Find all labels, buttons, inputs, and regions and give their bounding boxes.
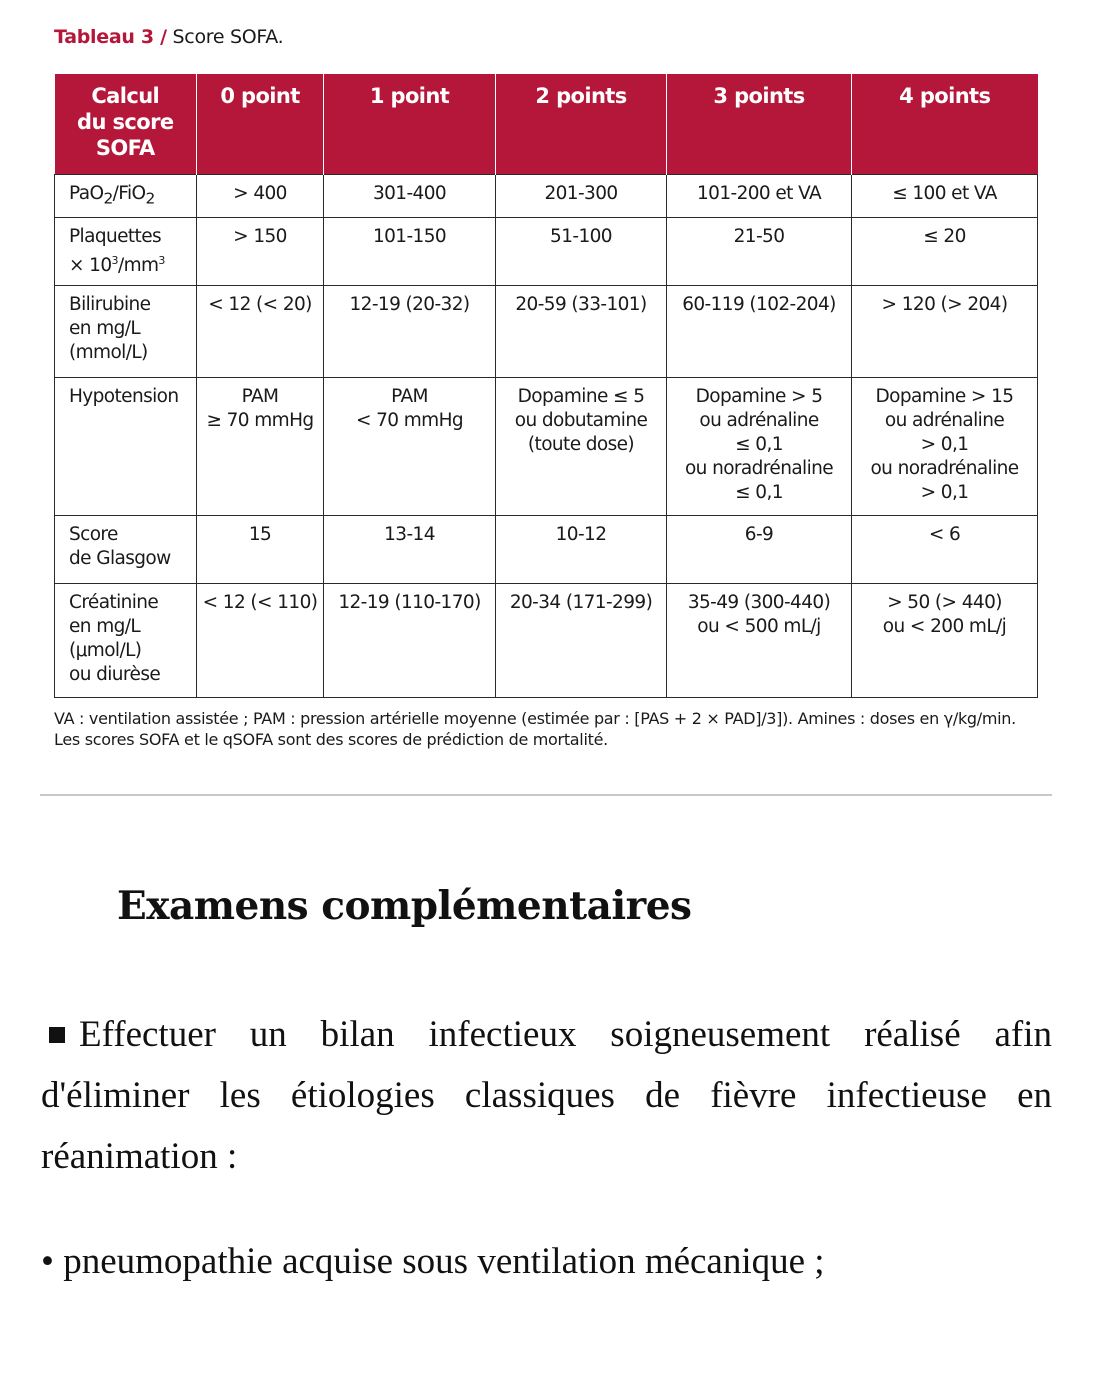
table-cell: > 50 (> 440) ou < 200 mL/j <box>852 584 1038 698</box>
table-cell: 51-100 <box>496 218 667 286</box>
footnote-note: Les scores SOFA et le qSOFA sont des scores de prédiction de mortalité. <box>54 730 608 749</box>
table-row-creatinine <box>55 584 1038 698</box>
header-calcul: Calcul du score SOFA <box>55 74 197 175</box>
table-cell: 301-400 <box>324 175 496 218</box>
table-row-pao2-fio2 <box>55 175 1038 218</box>
paragraph-text: Effectuer un bilan infectieux soigneusement réalisé afin d'éliminer les étiologies classiques de fièvre infectieuse en réanimation : <box>41 1014 1052 1177</box>
table-row-glasgow <box>55 516 1038 584</box>
list-item-text: pneumopathie acquise sous ventilation mécanique ; <box>63 1241 825 1282</box>
table-caption <box>54 26 283 48</box>
header-0-point: 0 point <box>197 74 324 175</box>
sofa-table <box>54 74 1038 698</box>
square-bullet-icon <box>49 1027 65 1043</box>
section-paragraph <box>41 1004 1052 1187</box>
table-cell: ≤ 100 et VA <box>852 175 1038 218</box>
table-footnote <box>54 708 1040 750</box>
table-cell: > 120 (> 204) <box>852 286 1038 378</box>
header-1-point: 1 point <box>324 74 496 175</box>
table-row-plaquettes <box>55 218 1038 286</box>
table-title: Score SOFA. <box>172 26 284 48</box>
table-cell: < 12 (< 20) <box>197 286 324 378</box>
table-cell: < 12 (< 110) <box>197 584 324 698</box>
section-divider <box>40 794 1052 796</box>
footnote-abbreviations: VA : ventilation assistée ; PAM : pression artérielle moyenne (estimée par : [PAS + 2 × PAD]/3]). Amines : doses en γ/kg/min. <box>54 709 1016 728</box>
table-cell: 13-14 <box>324 516 496 584</box>
table-cell: 6-9 <box>667 516 852 584</box>
table-row-bilirubine <box>55 286 1038 378</box>
row-label-bilirubine: Bilirubine en mg/L (mmol/L) <box>55 286 197 378</box>
table-cell: ≤ 20 <box>852 218 1038 286</box>
header-4-points: 4 points <box>852 74 1038 175</box>
table-cell: 101-200 et VA <box>667 175 852 218</box>
table-row-hypotension <box>55 378 1038 516</box>
table-cell: Dopamine ≤ 5 ou dobutamine (toute dose) <box>496 378 667 516</box>
table-cell: 10-12 <box>496 516 667 584</box>
table-cell: 101-150 <box>324 218 496 286</box>
list-item <box>41 1234 825 1290</box>
row-label-plaquettes: Plaquettes × $10^3/mm^3$ <box>55 218 197 286</box>
table-cell: PAM ≥ 70 mmHg <box>197 378 324 516</box>
table-cell: < 6 <box>852 516 1038 584</box>
table-cell: 201-300 <box>496 175 667 218</box>
table-cell: 20-34 (171-299) <box>496 584 667 698</box>
row-label-creatinine: Créatinine en mg/L (μmol/L) ou diurèse <box>55 584 197 698</box>
table-cell: 12-19 (110-170) <box>324 584 496 698</box>
section-heading: Examens complémentaires <box>117 883 692 929</box>
table-number: Tableau 3 / <box>54 26 167 48</box>
table-cell: 60-119 (102-204) <box>667 286 852 378</box>
bullet-dot-icon: • <box>41 1241 54 1282</box>
table-cell: 12-19 (20-32) <box>324 286 496 378</box>
table-cell: > 150 <box>197 218 324 286</box>
header-3-points: 3 points <box>667 74 852 175</box>
header-2-points: 2 points <box>496 74 667 175</box>
table-cell: Dopamine > 5 ou adrénaline ≤ 0,1 ou noradrénaline ≤ 0,1 <box>667 378 852 516</box>
table-cell: 35-49 (300-440) ou < 500 mL/j <box>667 584 852 698</box>
table-cell: > 400 <box>197 175 324 218</box>
table-cell: 21-50 <box>667 218 852 286</box>
row-label-pao2-fio2: PaO$_2$/FiO$_2$ <box>55 175 197 218</box>
table-cell: 20-59 (33-101) <box>496 286 667 378</box>
row-label-hypotension: Hypotension <box>55 378 197 516</box>
table-cell: 15 <box>197 516 324 584</box>
table-cell: Dopamine > 15 ou adrénaline > 0,1 ou noradrénaline > 0,1 <box>852 378 1038 516</box>
row-label-glasgow: Score de Glasgow <box>55 516 197 584</box>
table-cell: PAM < 70 mmHg <box>324 378 496 516</box>
table-header-row <box>55 74 1038 175</box>
